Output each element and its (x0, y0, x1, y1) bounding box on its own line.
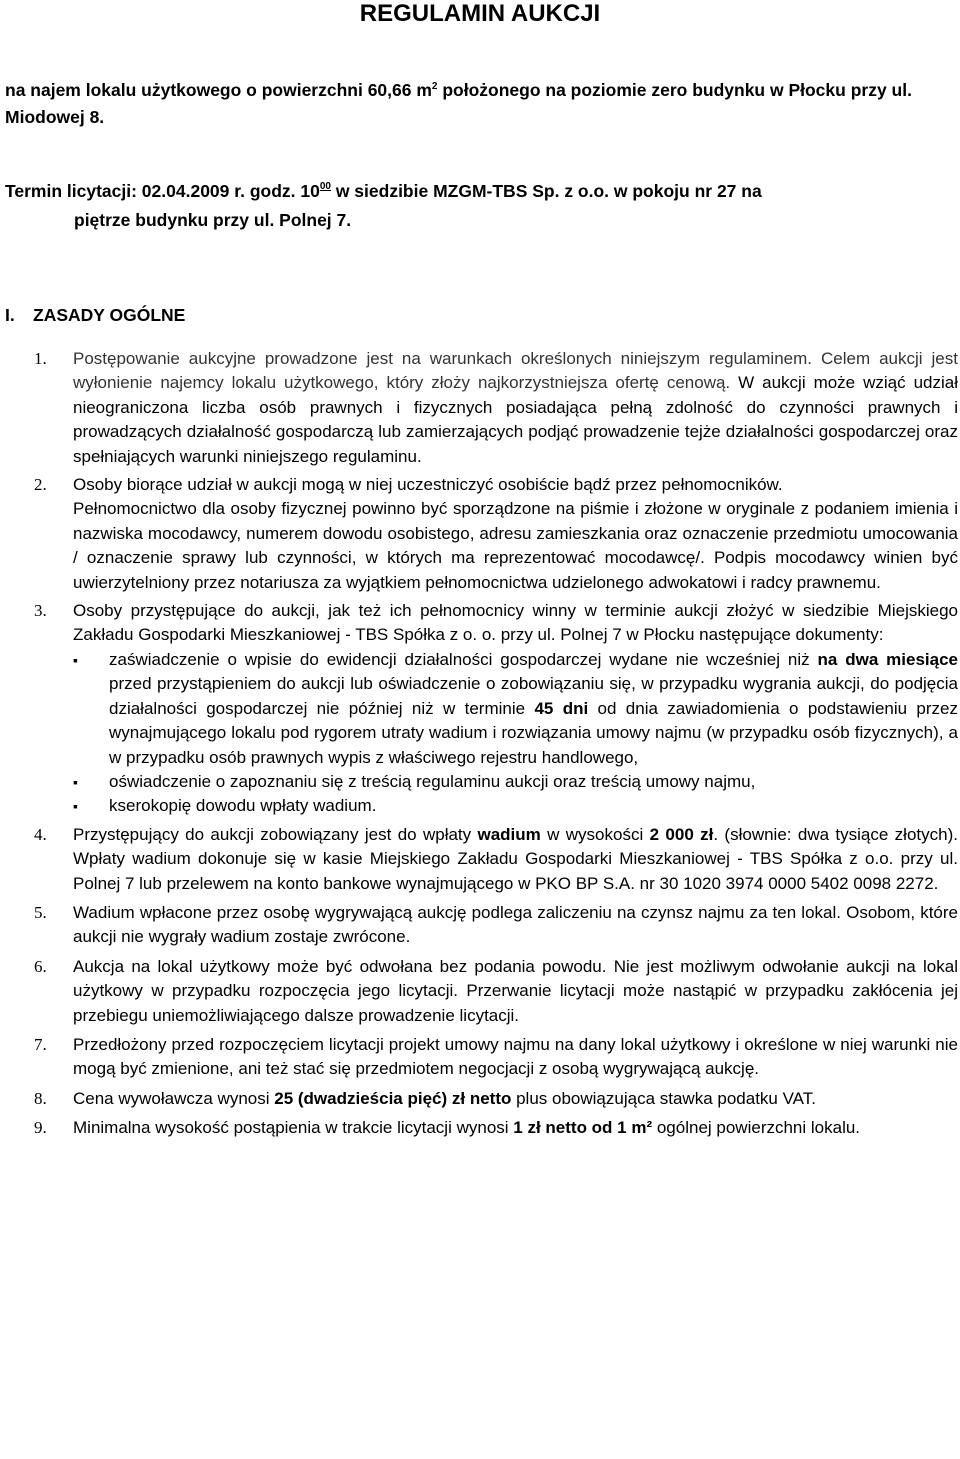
item-text-continued: Pełnomocnictwo dla osoby fizycznej powinno być sporządzone na piśmie i złożone w oryginale z podaniem imienia i nazwiska mocodawcy, numerem dowodu osobistego, adresu zamieszkania oraz oznaczenie przedmiotu umocowania / oznaczenie sprawy lub czynności, w których ma reprezentować mocodawcę/. Podpis mocodawcy winien być uwierzytelniony przez notariusza za wyjątkiem pełnomocnictwa udzielonego adwokatowi i radcy prawnemu. (73, 499, 958, 592)
termin-superscript: 00 (319, 181, 331, 192)
list-item (0, 1033, 960, 1082)
item-number: 6. (34, 956, 47, 976)
item-bold-b: 2 000 zł (649, 824, 714, 844)
document-title: REGULAMIN AUKCJI (359, 0, 601, 27)
list-item (0, 901, 960, 950)
bullet-bold-b: 45 dni (534, 698, 589, 718)
bullet-text-a: kserokopię dowodu wpłaty wadium. (109, 796, 377, 816)
rules-list (0, 347, 960, 1141)
subtitle-superscript: 2 (431, 81, 438, 92)
item-text (73, 347, 958, 469)
list-item (0, 823, 960, 896)
auction-date-info (5, 177, 955, 235)
bullet-bold-a: na dwa miesiące (817, 649, 958, 669)
item-text: Osoby przystępujące do aukcji, jak też ich pełnomocnicy winny w terminie aukcji złożyć w siedzibie Miejskiego Zakładu Gospodarki Mieszkaniowej - TBS Spółka z o. o. przy ul. Polnej 7 w Płocku następujące dokumenty: (73, 601, 958, 645)
termin-line2: piętrze budynku przy ul. Polnej 7. (74, 210, 352, 230)
document-bullet (73, 794, 958, 818)
subtitle-part1: na najem lokalu użytkowego o powierzchni 60,66 m (5, 80, 432, 100)
item-text (73, 1087, 958, 1111)
list-item (0, 1116, 960, 1140)
list-item (0, 955, 960, 1028)
item-number: 9. (34, 1118, 47, 1138)
item-text: Osoby biorące udział w aukcji mogą w niej uczestniczyć osobiście bądź przez pełnomocników. (73, 475, 783, 495)
bullet-icon: ▪ (73, 651, 78, 668)
document-bullet (73, 770, 958, 794)
item-text-c: . (słownie: dwa tysiące złotych). Wpłaty wadium dokonuje się w kasie Miejskiego Zakładu Gospodarki Mieszkaniowej - TBS Spółka z o.o. przy ul. Polnej 7 lub przelewem na konto bankowe wynajmującego w PKO BP S.A. nr 30 1020 3974 0000 5402 0098 2272. (73, 824, 958, 893)
item-number: 1. (34, 349, 47, 368)
list-item (0, 347, 960, 469)
item-number: 5. (34, 902, 47, 922)
item-text: Wadium wpłacone przez osobę wygrywającą aukcję podlega zaliczeniu na czynsz najmu za ten lokal. Osobom, które aukcji nie wygrały wadium zostaje zwrócone. (73, 902, 958, 947)
item-text-a: Cena wywoławcza wynosi (73, 1088, 275, 1108)
bullet-text-a: zaświadczenie o wpisie do ewidencji działalności gospodarczej wydane nie wcześniej niż (109, 649, 818, 669)
item-number: 8. (34, 1088, 47, 1108)
item-bold-a: 1 zł netto od 1 m² (513, 1118, 653, 1138)
item-text-b: Celem aukcji jest wyłonienie najemcy lokalu użytkowego, który złoży najkorzystniejsza ofertę cenową. (73, 349, 958, 393)
list-item (0, 599, 960, 819)
item-bold-a: 25 (dwadzieścia pięć) zł netto (274, 1088, 512, 1108)
section-heading (5, 302, 185, 328)
list-item (0, 1087, 960, 1111)
subtitle-part2: położonego na poziomie zero budynku w Płocku przy ul. Miodowej 8. (5, 80, 912, 127)
bullet-text-a: oświadczenie o zapoznaniu się z treścią regulaminu aukcji oraz treścią umowy najmu, (109, 771, 756, 791)
documents-list (73, 648, 958, 819)
termin-part2: w siedzibie MZGM-TBS Sp. z o.o. w pokoju nr 27 na (330, 181, 762, 201)
bullet-text-d: od dnia zawiadomienia o podstawieniu przez wynajmującego lokalu pod rygorem utraty wadium i rozwiązania umowy najmu (w przypadku osób fizycznych), a w przypadku osób prawnych wypis z właściwego rejestru handlowego, (109, 698, 959, 767)
item-text: Aukcja na lokal użytkowy może być odwołana bez podania powodu. Nie jest możliwym odwołanie aukcji na lokal użytkowy w przypadku rozpoczęcia jego licytacji. Przerwanie licytacji może nastąpić w przypadku zakłócenia jej przebiegu uniemożliwiającego dalsze prowadzenie licytacji. (73, 956, 958, 1025)
item-text: Przedłożony przed rozpoczęciem licytacji projekt umowy najmu na dany lokal użytkowy i określone w niej warunki nie mogą być zmienione, ani też stać się przedmiotem negocjacji z osobą wygrywającą aukcję. (73, 1034, 958, 1079)
termin-part1: Termin licytacji: 02.04.2009 r. godz. 10 (5, 181, 320, 201)
item-text (73, 823, 958, 896)
item-text-b: ogólnej powierzchni lokalu. (652, 1118, 861, 1138)
item-text-b: w wysokości (540, 824, 650, 844)
section-title: ZASADY OGÓLNE (33, 305, 186, 325)
termin-line1 (5, 177, 955, 206)
item-number: 7. (34, 1034, 47, 1054)
bullet-icon: ▪ (73, 798, 78, 815)
bullet-icon: ▪ (73, 773, 78, 790)
item-text-b: plus obowiązująca stawka podatku VAT. (511, 1088, 816, 1108)
section-number: I. (5, 305, 15, 325)
document-bullet (73, 648, 958, 770)
item-number: 2. (34, 475, 47, 495)
bullet-text-c: przed przystąpieniem do aukcji lub oświadczenie o zobowiązaniu się, w przypadku wygrania aukcji, do podjęcia działalności gospodarczej nie później niż w terminie (109, 674, 958, 718)
document-subtitle (5, 77, 955, 131)
item-text-a: Postępowanie aukcyjne prowadzone jest na warunkach określonych niniejszym regulaminem. (73, 349, 821, 368)
item-text-c: W aukcji może wziąć udział nieograniczona liczba osób prawnych i fizycznych posiadająca pełną zdolność do czynności prawnych i prowadzących działalność gospodarczą lub zamierzających podjąć prowadzenie tejże działalności gospodarczej oraz spełniających warunki niniejszego regulaminu. (73, 373, 959, 466)
item-text-a: Minimalna wysokość postąpienia w trakcie licytacji wynosi (73, 1118, 514, 1138)
list-item (0, 473, 960, 595)
item-text (73, 1116, 958, 1140)
item-bold-a: wadium (477, 824, 541, 844)
item-number: 3. (34, 601, 47, 621)
item-number: 4. (34, 824, 47, 844)
item-text-a: Przystępujący do aukcji zobowiązany jest do wpłaty (73, 824, 478, 844)
